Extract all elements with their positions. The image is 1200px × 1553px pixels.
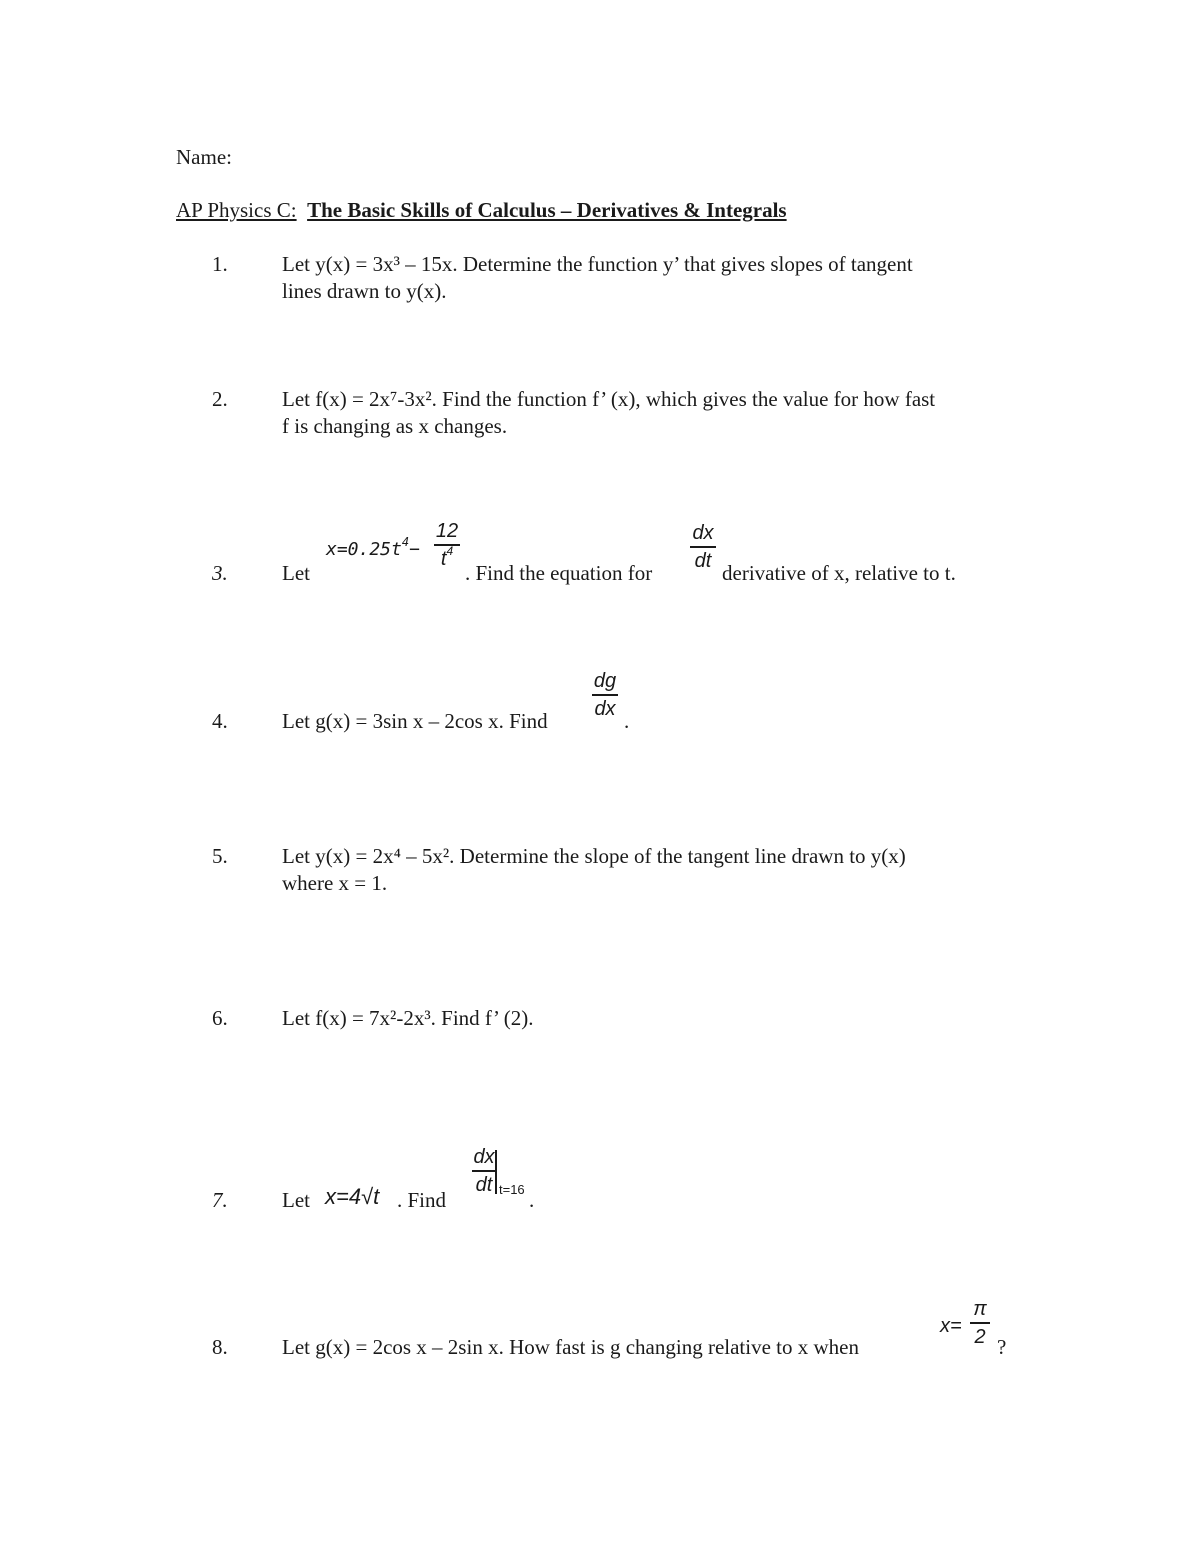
problem-5-line2: where x = 1. (282, 871, 388, 895)
problem-2-line1: Let f(x) = 2x⁷-3x². Find the function f’ (x), which gives the value for how fast (282, 387, 936, 411)
problem-3-derivative (690, 522, 716, 572)
problem-7-d-num: dx (473, 1146, 495, 1168)
problem-7-equation: x=4√t (325, 1184, 380, 1209)
name-label: Name: (176, 145, 232, 169)
fraction-bar (970, 1322, 990, 1324)
problem-3-equation (326, 536, 420, 563)
problem-4-tail: . (624, 709, 630, 733)
fraction-bar (472, 1170, 496, 1172)
problem-5-line1: Let y(x) = 2x⁴ – 5x². Determine the slope of the tangent line drawn to y(x) (282, 844, 906, 868)
problem-2-line2: f is changing as x changes. (282, 414, 508, 438)
problem-5-number: 5. (212, 844, 228, 868)
problem-6-text: Let f(x) = 7x²-2x³. Find f’ (2). (282, 1006, 534, 1030)
page-title (176, 197, 787, 224)
problem-3-frac-den: t (440, 548, 447, 570)
problem-3-d-num: dx (692, 522, 714, 544)
problem-7-number: 7. (212, 1188, 228, 1212)
problem-8-tail: ? (997, 1335, 1007, 1359)
problem-4-d-den: dx (594, 698, 616, 720)
problem-1-line2: lines drawn to y(x). (282, 279, 447, 303)
problem-8-number: 8. (212, 1335, 228, 1359)
problem-8-fraction (970, 1298, 990, 1348)
problem-1 (282, 251, 913, 305)
problem-7-mid: . Find (397, 1188, 447, 1212)
problem-8-frac-den: 2 (974, 1326, 986, 1348)
problem-3-eq-left: x=0.25t (326, 539, 402, 560)
problem-3-frac-den-exp: 4 (446, 544, 454, 559)
fraction-bar (690, 546, 716, 548)
problem-3-mid: . Find the equation for (465, 561, 653, 585)
problem-2 (282, 386, 935, 440)
problem-3-tail: derivative of x, relative to t. (722, 561, 956, 585)
problem-8-frac-num: π (973, 1298, 987, 1320)
problem-4-derivative (592, 670, 618, 720)
problem-6-number: 6. (212, 1006, 228, 1030)
worksheet-title: The Basic Skills of Calculus – Derivatives & Integrals (307, 198, 787, 222)
problem-3-eq-minus: − (409, 539, 420, 560)
problem-8-eq-left: x= (940, 1315, 962, 1337)
evaluation-bar (495, 1150, 497, 1194)
problem-4-number: 4. (212, 709, 228, 733)
problem-7-tail: . (529, 1188, 535, 1212)
fraction-bar (592, 694, 618, 696)
problem-8-text: Let g(x) = 2cos x – 2sin x. How fast is g changing relative to x when (282, 1335, 859, 1359)
problem-3-frac-num: 12 (435, 520, 459, 542)
problem-3-let: Let (282, 561, 310, 585)
course-label: AP Physics C: (176, 198, 297, 222)
problem-7-d-den: dt (475, 1174, 493, 1196)
problem-1-number: 1. (212, 252, 228, 276)
problem-4-text: Let g(x) = 3sin x – 2cos x. Find (282, 709, 548, 733)
problem-2-number: 2. (212, 387, 228, 411)
problem-5 (282, 843, 906, 897)
problem-4-d-num: dg (593, 670, 617, 692)
problem-3-d-den: dt (694, 550, 712, 572)
problem-1-line1: Let y(x) = 3x³ – 15x. Determine the function y’ that gives slopes of tangent (282, 252, 913, 276)
problem-7-let: Let (282, 1188, 310, 1212)
problem-7-eval: t=16 (499, 1182, 525, 1197)
problem-7-derivative (472, 1146, 496, 1196)
problem-3-fraction (434, 520, 460, 570)
problem-3-number: 3. (212, 561, 228, 585)
problem-3-eq-exp: 4 (401, 535, 410, 549)
